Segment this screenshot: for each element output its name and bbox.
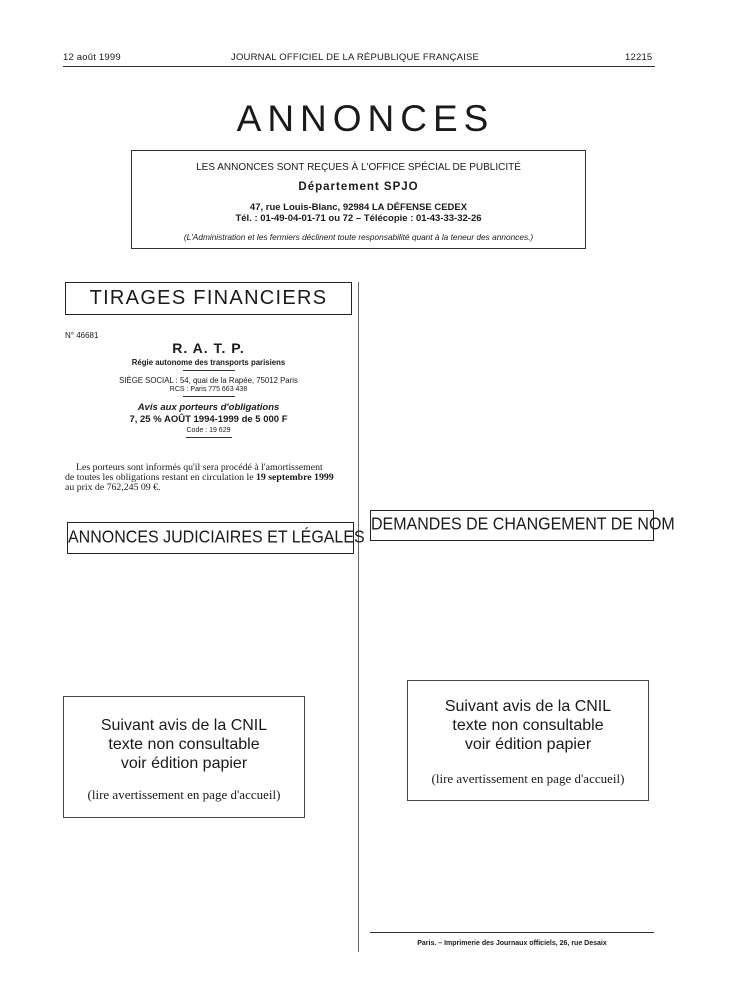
body-text: de toutes les obligations restant en circulation le bbox=[65, 472, 256, 483]
journal-name: JOURNAL OFFICIEL DE LA RÉPUBLIQUE FRANÇAISE bbox=[231, 52, 480, 63]
office-department: Département SPJO bbox=[298, 181, 419, 193]
footer-rule bbox=[370, 932, 654, 933]
office-phone: Tél. : 01-49-04-01-71 ou 72 – Télécopie : 01-43-33-32-26 bbox=[235, 213, 482, 224]
office-address: 47, rue Louis-Blanc, 92984 LA DÉFENSE CEDEX bbox=[249, 202, 468, 213]
office-info-box bbox=[131, 150, 586, 249]
cnil-line-1: Suivant avis de la CNIL bbox=[100, 717, 268, 734]
cnil-line-2: texte non consultable bbox=[108, 736, 260, 753]
page-title: ANNONCES bbox=[236, 98, 495, 139]
cnil-line-3: voir édition papier bbox=[120, 755, 248, 772]
body-line: Les porteurs sont informés qu'il sera procédé à l'amortissement bbox=[76, 462, 323, 473]
page-number: 12215 bbox=[625, 52, 653, 63]
column-divider bbox=[358, 282, 359, 952]
bond-code: Code : 19 629 bbox=[186, 427, 231, 434]
cnil-notice-box bbox=[63, 696, 305, 818]
redemption-date: 19 septembre 1999 bbox=[256, 472, 334, 483]
notice-number: N° 46681 bbox=[65, 331, 99, 340]
body-line: au prix de 762,245 09 €. bbox=[65, 482, 161, 493]
section-header-tirages bbox=[65, 282, 352, 315]
office-disclaimer: (L'Administration et les fermiers déclinent toute responsabilité quant à la teneur des annonces.) bbox=[183, 232, 534, 242]
ratp-notice bbox=[65, 340, 352, 438]
company-name: R. A. T. P. bbox=[172, 340, 245, 356]
cnil-line-4: (lire avertissement en page d'accueil) bbox=[431, 771, 625, 786]
header-rule bbox=[63, 66, 655, 67]
divider bbox=[183, 396, 235, 397]
rcs-number: RCS : Paris 775 663 438 bbox=[169, 386, 248, 393]
cnil-line-4: (lire avertissement en page d'accueil) bbox=[87, 787, 281, 802]
divider bbox=[183, 370, 235, 371]
divider bbox=[186, 437, 232, 438]
company-full-name: Régie autonome des transports parisiens bbox=[131, 358, 286, 367]
office-intro: LES ANNONCES SONT REÇUES À L'OFFICE SPÉCIAL DE PUBLICITÉ bbox=[196, 162, 521, 173]
section-header-changement bbox=[370, 510, 675, 541]
section-title-changement: DEMANDES DE CHANGEMENT DE NOM bbox=[371, 514, 675, 534]
cnil-notice-box bbox=[407, 680, 649, 801]
notice-body bbox=[65, 463, 354, 493]
section-title-judiciaires: ANNONCES JUDICIAIRES ET LÉGALES bbox=[68, 527, 365, 547]
cnil-line-2: texte non consultable bbox=[452, 717, 604, 734]
issue-date: 12 août 1999 bbox=[63, 52, 121, 63]
cnil-line-3: voir édition papier bbox=[464, 736, 592, 753]
section-header-judiciaires bbox=[67, 522, 365, 554]
siege-social: SIÈGE SOCIAL : 54, quai de la Rapée, 75012 Paris bbox=[119, 376, 298, 385]
bond-description: 7, 25 % AOÛT 1994-1999 de 5 000 F bbox=[129, 414, 288, 425]
avis-title: Avis aux porteurs d'obligations bbox=[137, 402, 280, 413]
printer-footer: Paris. – Imprimerie des Journaux officiels, 26, rue Desaix bbox=[417, 940, 607, 947]
cnil-line-1: Suivant avis de la CNIL bbox=[444, 698, 612, 715]
section-title-tirages: TIRAGES FINANCIERS bbox=[89, 287, 328, 309]
